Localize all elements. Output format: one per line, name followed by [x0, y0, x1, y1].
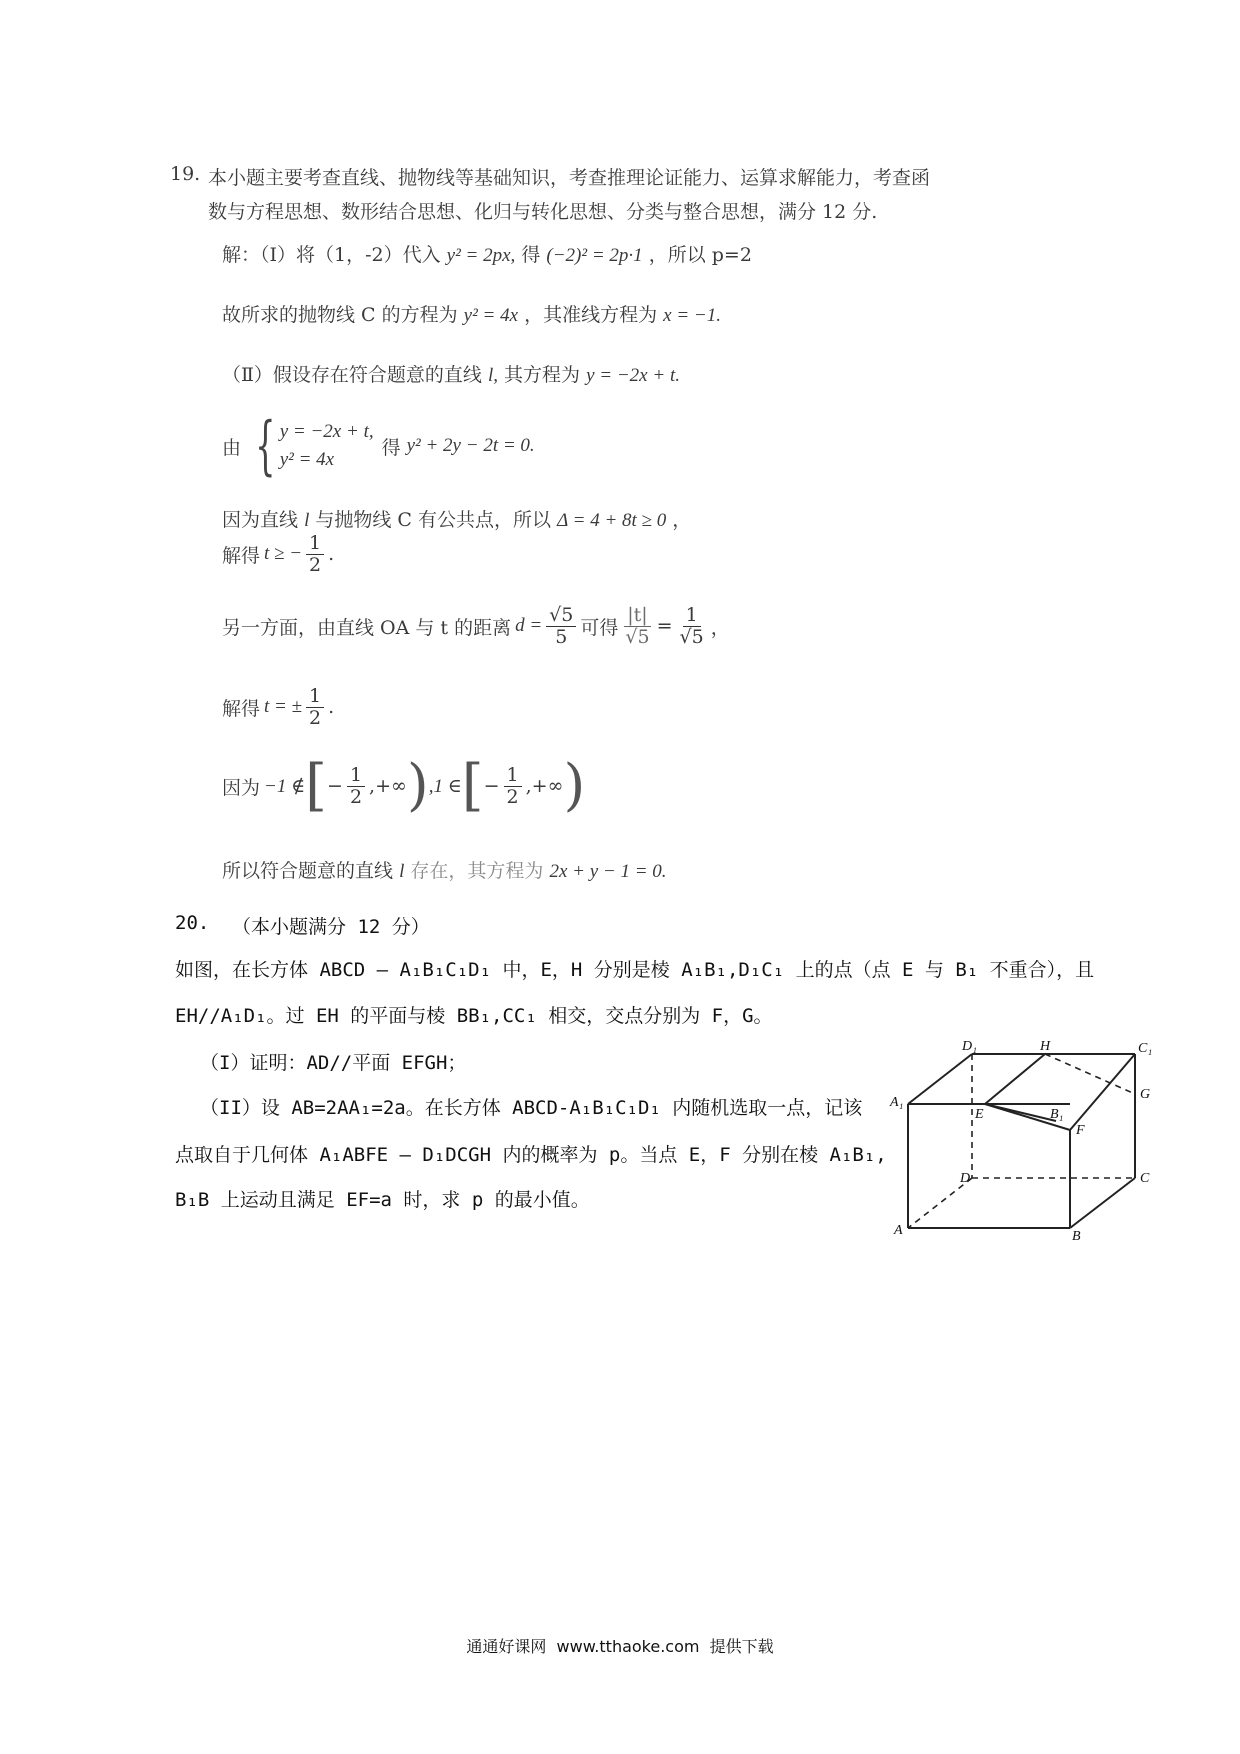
- q20-line2: EH//A₁D₁。过 EH 的平面与棱 BB₁,CC₁ 相交，交点分别为 F，G。: [175, 1005, 773, 1027]
- dist-end: ，: [710, 616, 730, 639]
- q20-number: 20.: [175, 912, 210, 934]
- label-G: G: [1140, 1087, 1151, 1102]
- q19-part1-eq2: (−2)² = 2p·1: [546, 245, 643, 266]
- edge-A1-D1: [908, 1054, 972, 1104]
- delta-l: l: [304, 510, 310, 531]
- q19-line2: [222, 300, 721, 327]
- because-inf2: ,+∞: [525, 775, 564, 797]
- q19-part2-text: （Ⅱ）假设存在符合题意的直线: [222, 364, 482, 386]
- label-D: D: [960, 1171, 971, 1186]
- equation-system: [222, 409, 535, 483]
- sol1-den: 2: [309, 553, 322, 576]
- q19-number: 19.: [170, 163, 201, 185]
- q19-part1-eq1: y² = 2px,: [446, 245, 516, 266]
- system-suffix: 得: [381, 436, 401, 459]
- label-A1: A₁: [890, 1095, 904, 1110]
- left-bracket-icon: [: [305, 753, 328, 818]
- because-num1: 1: [347, 765, 365, 787]
- system-lines: [280, 421, 374, 471]
- q19-distance: [222, 605, 730, 648]
- dist-num3: 1: [683, 605, 701, 627]
- because-num2: 1: [504, 765, 522, 787]
- because-fraction2: [504, 765, 522, 808]
- left-bracket-icon-2: [: [461, 753, 484, 818]
- q20-part2-line1: （II）设 AB=2AA₁=2a。在长方体 ABCD-A₁B₁C₁D₁ 内随机选取一点，记该: [200, 1097, 863, 1119]
- because-den1: 2: [349, 785, 363, 808]
- q19-intro-line2: 数与方程思想、数形结合思想、化归与转化思想、分类与整合思想，满分 12 分.: [208, 201, 878, 223]
- label-E: E: [975, 1107, 984, 1122]
- q19-system: [222, 409, 535, 483]
- q19-line2-eq1: y² = 4x: [463, 305, 519, 326]
- edge-C-B: [1070, 1178, 1135, 1228]
- label-H: H: [1040, 1039, 1051, 1054]
- sol2-den: 2: [309, 706, 322, 729]
- q19-part1-text2: 得: [521, 244, 541, 266]
- sol1-num: 1: [306, 533, 324, 555]
- dist-fraction2: [622, 605, 652, 648]
- left-brace-icon: {: [255, 409, 276, 483]
- q19-part2-text2: 其方程为: [504, 364, 581, 386]
- system-eq1: y = −2x + t,: [279, 421, 374, 442]
- label-F: F: [1076, 1123, 1085, 1138]
- q19-line2-text: 故所求的抛物线 C 的方程为: [222, 304, 458, 326]
- sol2-text: 解得: [222, 697, 261, 720]
- edge-C1-F: [1070, 1054, 1135, 1130]
- delta-text2: 与抛物线 C 有公共点，所以: [315, 509, 552, 531]
- q19-sol1: [222, 533, 334, 576]
- q19-part1-text3: ，所以 p=2: [648, 244, 752, 266]
- dist-text2: 可得: [580, 616, 619, 639]
- q19-delta: [222, 505, 691, 532]
- dist-fraction3: [677, 605, 707, 648]
- edge-E-H: [985, 1054, 1045, 1104]
- because-minus1: −: [327, 775, 343, 797]
- label-B: B: [1072, 1229, 1081, 1243]
- q20-title: （本小题满分 12 分）: [232, 916, 430, 938]
- dist-num2: |t|: [624, 605, 650, 627]
- q19-part2: [222, 360, 680, 387]
- q19-because: [222, 753, 586, 818]
- dist-equals: =: [656, 615, 673, 638]
- q19-line2-text2: ，其准线方程为: [524, 304, 658, 326]
- q20-line1: 如图，在长方体 ABCD – A₁B₁C₁D₁ 中，E，H 分别是棱 A₁B₁,D₁C₁ 上的点（点 E 与 B₁ 不重合），且: [175, 959, 1095, 981]
- conclusion-text2: 存在，其方程为: [410, 860, 544, 882]
- sol1-fraction: [306, 533, 324, 576]
- sol1-text: 解得: [222, 544, 261, 567]
- because-inf1: ,+∞: [369, 775, 407, 797]
- q19-intro-line1: 本小题主要考查直线、抛物线等基础知识，考查推理论证能力、运算求解能力，考查函: [208, 167, 931, 189]
- label-C: C: [1140, 1171, 1150, 1186]
- dist-d: d =: [515, 615, 543, 637]
- dist-num: √5: [546, 605, 576, 627]
- cuboid-figure: [880, 1038, 1170, 1243]
- system-result: y² + 2y − 2t = 0.: [406, 435, 535, 456]
- hidden-edge-H-G: [1045, 1054, 1135, 1094]
- because-den2: 2: [506, 785, 519, 808]
- conclusion-text: 所以符合题意的直线: [222, 860, 394, 882]
- q19-conclusion: [222, 856, 667, 883]
- system-eq2: y² = 4x: [279, 449, 335, 470]
- sol2-fraction: [306, 686, 324, 729]
- right-paren-icon: ): [406, 753, 429, 818]
- q20-part1: （I）证明：AD//平面 EFGH；: [200, 1052, 467, 1074]
- because-minus2: −: [483, 775, 500, 797]
- sol2-num: 1: [306, 686, 324, 708]
- label-D1: D₁: [962, 1039, 977, 1054]
- q19-part2-eq: y = −2x + t.: [586, 365, 680, 386]
- because-expr2: ,1 ∈: [428, 775, 462, 797]
- dist-den3: √5: [679, 625, 704, 648]
- delta-eq: Δ = 4 + 8t ≥ 0: [557, 510, 667, 531]
- sol2-end: .: [328, 696, 335, 719]
- dist-text: 另一方面，由直线 OA 与 t 的距离: [222, 616, 512, 639]
- dist-fraction: [546, 605, 576, 648]
- label-A: A: [894, 1223, 903, 1238]
- dist-den2: √5: [625, 625, 650, 648]
- q20-part2-line3: B₁B 上运动且满足 EF=a 时，求 p 的最小值。: [175, 1189, 590, 1211]
- delta-end: ，: [672, 509, 692, 531]
- q19-sol2: [222, 686, 334, 729]
- because-text: 因为: [222, 776, 261, 799]
- because-expr1: −1 ∉: [264, 775, 306, 797]
- label-B1: B₁: [1050, 1107, 1064, 1122]
- dist-den: 5: [555, 625, 568, 648]
- delta-text: 因为直线: [222, 509, 299, 531]
- sol1-expr: t ≥ −: [264, 543, 303, 565]
- conclusion-l: l: [399, 861, 405, 882]
- q20-part2-line2: 点取自于几何体 A₁ABFE – D₁DCGH 内的概率为 p。当点 E，F 分别在棱 A₁B₁,: [175, 1144, 887, 1166]
- system-prefix: 由: [222, 436, 242, 459]
- because-fraction1: [347, 765, 365, 808]
- q19-part2-l: l,: [487, 365, 498, 386]
- conclusion-eq: 2x + y − 1 = 0.: [549, 861, 667, 882]
- sol1-end: .: [328, 543, 335, 566]
- label-C1: C₁: [1138, 1041, 1153, 1056]
- page-footer: 通通好课网 www.tthaoke.com 提供下载: [466, 1637, 774, 1656]
- sol2-expr: t = ±: [264, 696, 303, 718]
- q19-line2-eq2: x = −1.: [663, 305, 721, 326]
- q19-part1: [222, 240, 752, 267]
- right-paren-icon-2: ): [563, 753, 586, 818]
- q19-part1-text: 解：（Ⅰ）将（1，-2）代入: [222, 244, 441, 266]
